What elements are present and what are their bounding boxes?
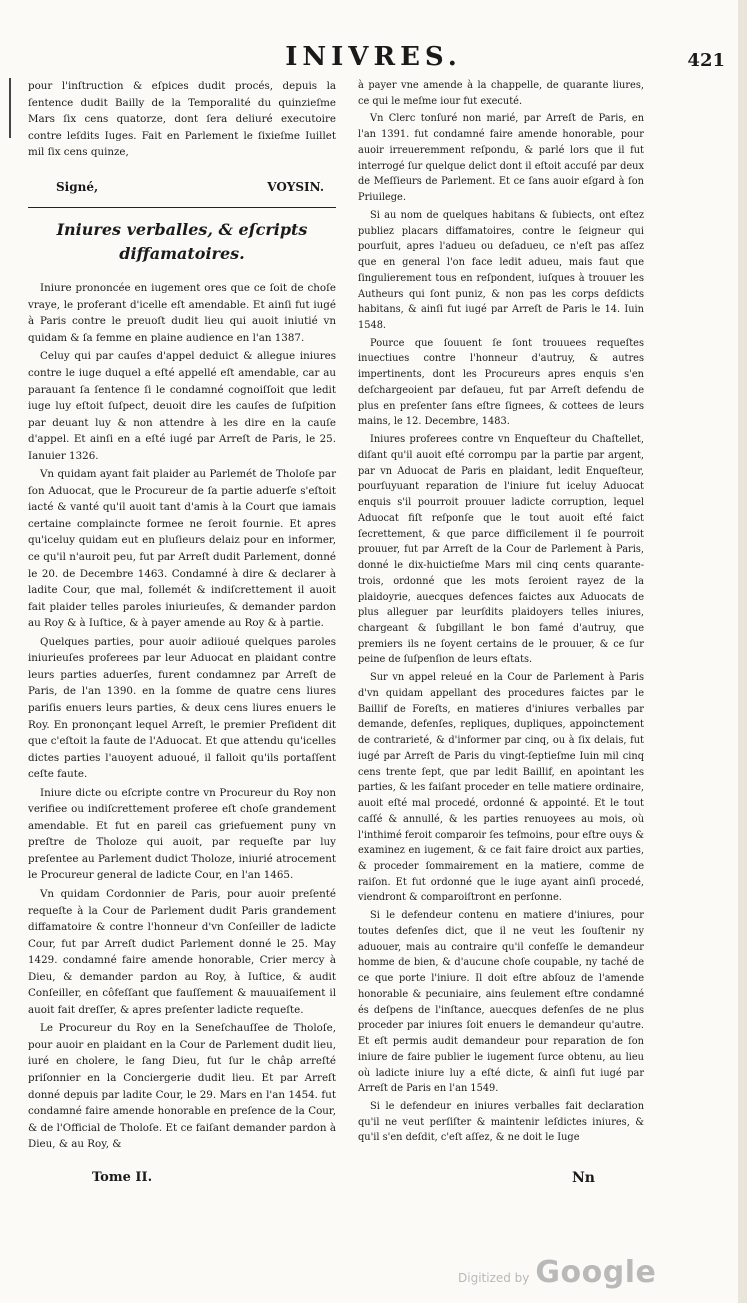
section-heading: Iniures verballes, & eſcripts diffamatoires.: [56, 220, 308, 264]
digitized-watermark: [458, 1255, 656, 1290]
paragraph: Celuy qui par cauſes d'appel deduict & allegue iniures contre le iuge duquel a eſté appellé eſt amendable, car au parauant ſa ſentence ſi le condamné cognoiſſoit que ledit iuge luy eſtoit ſuſpect, deuoit dire les cauſes de ſuſpition par deuant luy & non attendre à les dire en la cauſe d'appel. Et ainſi en a eſté iugé par Arreſt de Paris, le 25. Ianuier 1326.: [28, 350, 336, 462]
paragraph: Pource que ſouuent ſe ſont trouuees requeſtes inuectiues contre l'honneur d'autruy, & autres impertinents, dont les Procureurs apres enquis s'en deſchargeoient par deſaueu, fut par Arreſt defendu de plus en preſenter ſans eſtre ſignees, & cottees de leurs mains, le 12. Decembre, 1483.: [358, 337, 644, 428]
paragraph: Si le defendeur contenu en matiere d'iniures, pour toutes defenſes dict, que il ne veut les ſouſtenir ny aduouer, mais au contraire qu'il confeſſe le demandeur homme de bien, & d'aucune choſe coupable, ny taché de ce que porte l'iniure. Il doit eſtre abſouz de l'amende honorable & pecuniaire, ains ſeulement eſtre condamné és deſpens de l'inſtance, auecques defenſes de ne plus proceder par iniures ſoit enuers le demandeur qu'autre. Et eſt permis audit demandeur pour reparation de ſon iniure de faire publier le iugement ſurce obtenu, au lieu où ladicte iniure luy a eſté dicte, & ainſi fut iugé par Arreſt de Paris en l'an 1549.: [358, 910, 644, 1095]
left-column: [28, 78, 336, 1155]
paragraph: Quelques parties, pour auoir adiioué quelques paroles iniurieuſes proferees par leur Aduocat en plaidant contre leurs parties aduerſes, furent condamnez par Arreſt de Paris, de l'an 1390. en la ſomme de quatre cens liures pariſis enuers leurs parties, & deux cens liures enuers le Roy. En prononçant lequel Arreſt, le premier Preſident dit que c'eſtoit la faute de l'Aduocat. Et que attendu qu'icelles dictes parties l'auoyent aduoué, il falloit qu'ils portaſſent ceſte faute.: [28, 635, 336, 781]
paragraph: Le Procureur du Roy en la Seneſchauſſee de Tholoſe, pour auoir en plaidant en la Cour de Parlement dudit lieu, iuré en cholere, le ſang Dieu, fut ſur le châp arreſté priſonnier en la Conciergerie dudit lieu. Et par Arreſt donné depuis par ladite Cour, le 29. Mars en l'an 1454. fut condamné faire amende honorable en preſence de la Cour, & de l'Official de Tholoſe. Et ce faiſant demander pardon à Dieu, & au Roy, &: [28, 1022, 336, 1151]
paragraph: Iniure prononcée en iugement ores que ce ſoit de choſe vraye, le proferant d'icelle eſt amendable. Et ainſi fut iugé à Paris contre le preuoſt dudit lieu qui auoit iniutié vn quidam & ſa femme en plaine audience en l'an 1387.: [28, 282, 336, 344]
continuation-paragraph: pour l'inſtruction & eſpices dudit procés, depuis la ſentence dudit Bailly de la Temporalité du quinzieſme Mars ſix cens quatorze, dont ſera deliuré executoire contre leſdits Iuges. Fait en Parlement le ſixieſme Iuillet mil ſix cens quinze,: [28, 80, 336, 159]
watermark-prefix: Digitized by: [458, 1271, 530, 1285]
google-logo-text: Google: [535, 1255, 657, 1290]
paragraph: Si au nom de quelques habitans & ſubiects, ont eſtez publiez placars diffamatoires, contre le ſeigneur qui pourſuit, apres l'adueu ou deſadueu, ce n'eſt pas aſſez que en general l'on face ledit adueu, mais faut que ſingulierement tous en reſpondent, iuſques à trouuer les Autheurs qui ſont puniz, & non pas les corps deſdicts habitans, & ainſi fut iugé par Arreſt de Paris le 14. Iuin 1548.: [358, 209, 644, 332]
right-column: [358, 78, 644, 1148]
running-title: INIVRES.: [285, 42, 462, 72]
section-divider: [28, 207, 336, 208]
paragraph: Si le defendeur en iniures verballes fait declaration qu'il ne veut perſiſter & maintenir leſdictes iniures, & qu'il s'en deſdit, c'eſt aſſez, & ne doit le Iuge: [358, 1101, 644, 1144]
paragraph: à payer vne amende à la chappelle, de quarante liures, ce qui le meſme iour fut executé.: [358, 80, 644, 107]
signed-label: Signé,: [56, 179, 99, 194]
paragraph: Vn Clerc tonſuré non marié, par Arreſt de Paris, en l'an 1391. fut condamné faire amende honorable, pour auoir irreueremment reſpondu, & parlé lors que il fut interrogé ſur quelque delict dont il eſtoit accuſé par deux de Meſſieurs de Parlement. Et ce ſans auoir eſgard à ſon Priuilege.: [358, 113, 644, 204]
paragraph: Iniures proferees contre vn Enqueſteur du Chaſtellet, diſant qu'il auoit eſté corrompu par la partie par argent, par vn Aduocat de Paris en plaidant, ledit Enqueſteur, pourſuyuant reparation de l'iniure fut iceluy Aduocat enquis s'il pourroit prouuer ladicte corruption, lequel Aduocat fiſt reſponſe que le tout auoit eſté faict ſecrettement, & que parce difficilement il ſe pourroit prouuer, fut par Arreſt de la Cour de Parlement à Paris, donné le dix-huictieſme Mars mil cinq cents quarante-trois, ordonné que les mots ſeroient rayez de la plaidoyrie, auecques defences faictes aux Aduocats de plus alleguer par leurſdits plaidoyers telles iniures, chargeant & ſubgillant le bon famé d'autruy, que premiers ils ne ſoyent certains de le prouuer, & ce ſur peine de ſuſpenſion de leurs eſtats.: [358, 434, 644, 666]
paragraph: Iniure dicte ou eſcripte contre vn Procureur du Roy non verifiee ou indiſcrettement proferee eſt choſe grandement amendable. Et fut en pareil cas griefuement puny vn preſtre de Tholoze qui auoit, par requeſte par luy preſentee au Parlement dudict Tholoze, iniurié atrocement le Procureur general de ladicte Cour, en l'an 1465.: [28, 786, 336, 882]
paragraph: Vn quidam ayant fait plaider au Parlemét de Tholoſe par ſon Aduocat, que le Procureur de ſa partie aduerſe s'eſtoit iacté & vanté qu'il auoit tant d'amis à la Court que iamais certaine complaincte formee ne ſeroit fournie. Et apres qu'iceluy quidam eut en pluſieurs delaiz pour en informer, ce qu'il n'auroit peu, fut par Arreſt dudit Parlement, donné le 20. de Decembre 1463. Condamné à dire & declarer à ladite Cour, que mal, follemét & indiſcrettement il auoit fait plaider telles paroles iniurieuſes, & demander pardon au Roy & à Iuſtice, & à payer amende au Roy & à partie.: [28, 468, 336, 630]
page-number: 421: [687, 50, 725, 71]
paragraph: Sur vn appel releué en la Cour de Parlement à Paris d'vn quidam appellant des procedures faictes par le Baillif de Foreſts, en matieres d'iniures verballes par demande, defenſes, repliques, dupliques, appoinctement de contrarieté, & d'informer par cinq, ou à ſix delais, fut iugé par Arreſt de Paris du vingt-ſeptieſme Iuin mil cinq cens trente ſept, que par ledit Baillif, en apointant les parties, & les faiſant proceder en telle matiere ordinaire, auoit eſté mal procedé, ordonné & appointé. Et le tout caſſé & annullé, & les parties renuoyees au mois, où l'inthimé feroit comparoir ſes teſmoins, pour eſtre ouys & examinez en iugement, & ce fait faire droict aux parties, & proceder ſommairement en la matiere, comme de raiſon. Et fut ordonné que le iuge ayant ainſi procedé, viendront & comparoiſtront en perſonne.: [358, 672, 644, 904]
volume-label: Tome II.: [92, 1170, 153, 1185]
signed-name: VOYSIN.: [267, 179, 324, 194]
signature-line: [56, 179, 324, 196]
margin-bracket-mark: [9, 78, 11, 138]
signature-mark: Nn: [572, 1170, 595, 1186]
page-spine-edge: [738, 0, 747, 1303]
paragraph: Vn quidam Cordonnier de Paris, pour auoir preſenté requeſte à la Cour de Parlement dudit Paris grandement diffamatoire & contre l'honneur d'vn Conſeiller de ladicte Cour, fut par Arreſt dudict Parlement donné le 25. May 1429. condamné faire amende honorable, Crier mercy à Dieu, & demander pardon au Roy, à Iuſtice, & audit Conſeiller, en côfeſſant que fauſſement & mauuaiſement il auoit fait dreſſer, & apres preſenter ladicte requeſte.: [28, 887, 336, 1016]
